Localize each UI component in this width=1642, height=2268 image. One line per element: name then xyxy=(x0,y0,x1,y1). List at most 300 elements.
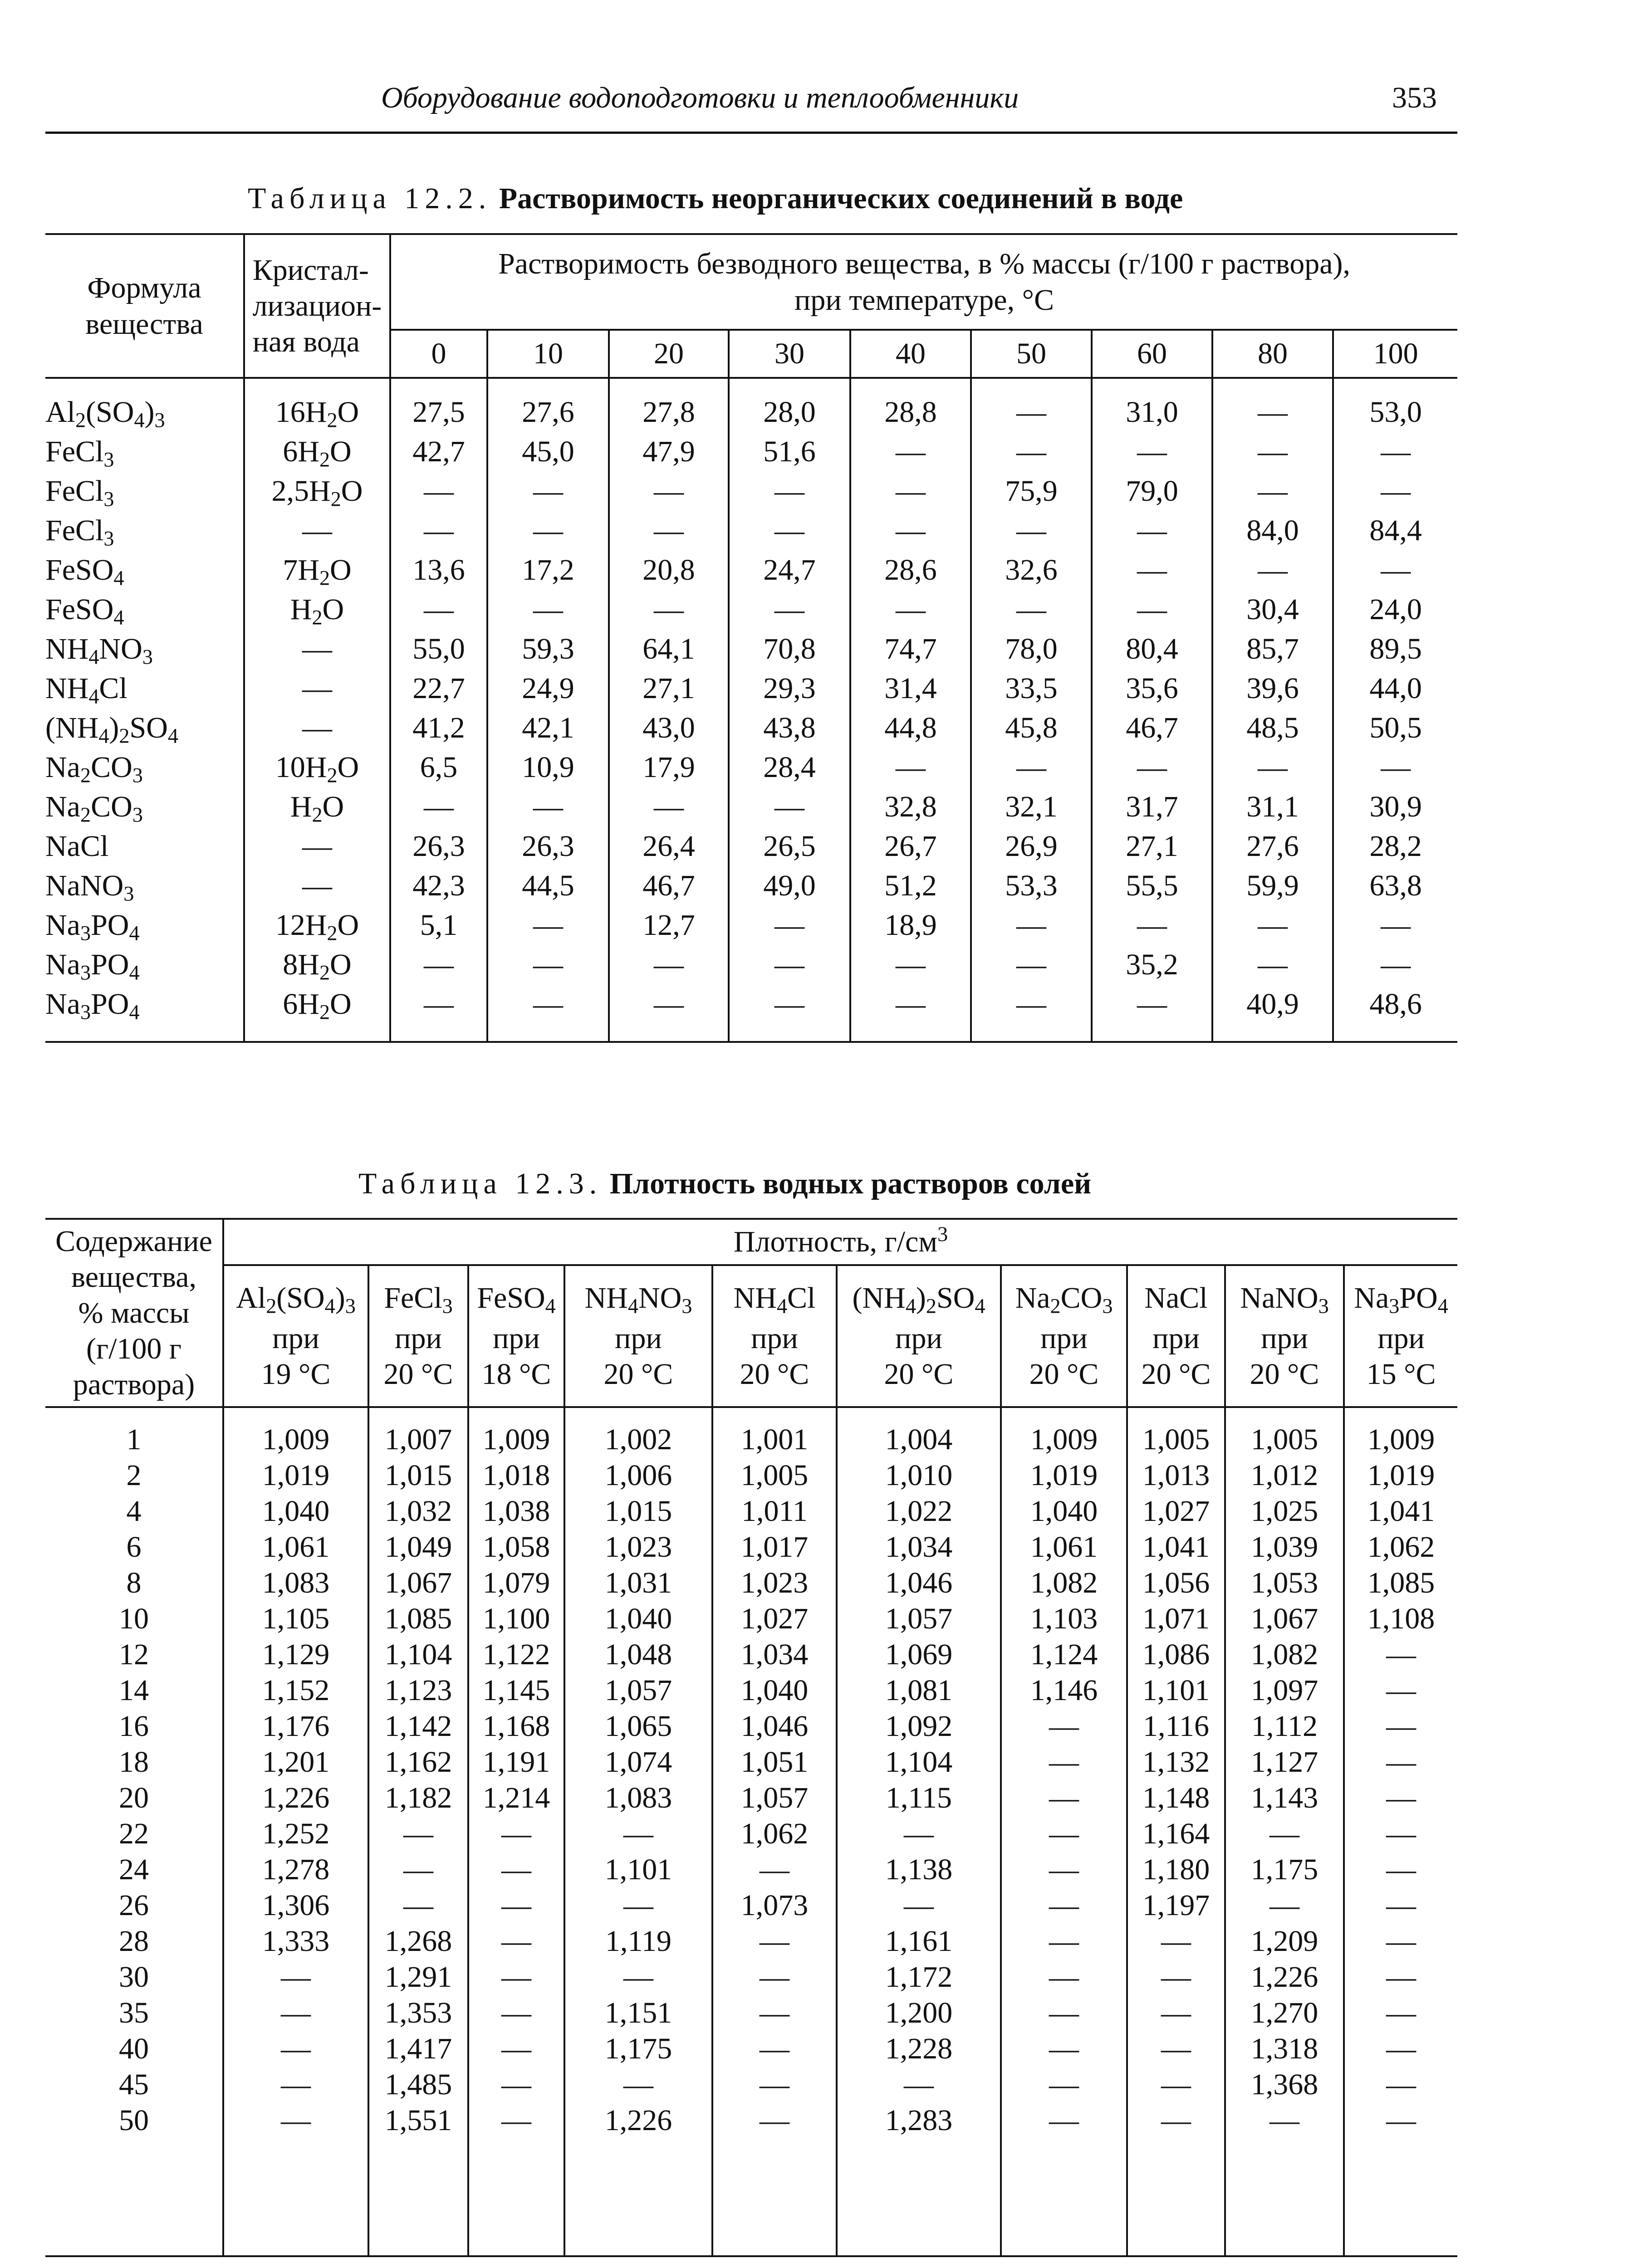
table-row xyxy=(45,2067,1457,2102)
density-cell: 1,015 xyxy=(368,1457,468,1493)
crystal-water-cell: $7H_2O$ xyxy=(244,550,390,590)
density-cell: 1,417 xyxy=(368,2031,468,2067)
density-cell: 1,007 xyxy=(368,1407,468,1457)
solubility-cell: 28,4 xyxy=(729,748,850,787)
density-cell: — xyxy=(1344,2031,1457,2067)
density-cell: — xyxy=(223,2067,368,2102)
substance-name: $NH_4Cl$ xyxy=(733,1281,816,1318)
formula-cell: $Na_3PO_4$ xyxy=(45,909,140,945)
density-cell: 1,019 xyxy=(1001,1457,1127,1493)
solubility-cell: 24,9 xyxy=(487,669,609,708)
density-cell: 1,013 xyxy=(1127,1457,1225,1493)
substance-name: NaCl xyxy=(1144,1281,1208,1315)
density-cell: — xyxy=(712,1852,837,1887)
formula-cell: FeCl$_3$ xyxy=(45,435,114,471)
density-cell: 1,197 xyxy=(1127,1887,1225,1923)
density-cell: 1,058 xyxy=(468,1529,564,1565)
substance-header xyxy=(368,1265,468,1407)
temperature-header: 10 xyxy=(487,330,609,378)
solubility-cell: 26,3 xyxy=(487,826,609,866)
table-row xyxy=(45,550,1457,590)
density-cell: 1,009 xyxy=(1344,1407,1457,1457)
solubility-cell: — xyxy=(850,432,971,471)
density-cell: 1,041 xyxy=(1127,1529,1225,1565)
table-row xyxy=(45,1744,1457,1780)
table-12-3-label: Таблица 12.3. xyxy=(358,1167,603,1200)
solubility-cell: 45,0 xyxy=(487,432,609,471)
solubility-cell: — xyxy=(390,945,487,984)
solubility-cell: — xyxy=(1092,590,1212,629)
solubility-cell: — xyxy=(971,905,1092,945)
table-12-3-title: Плотность водных растворов солей xyxy=(609,1167,1092,1200)
density-cell: — xyxy=(368,1852,468,1887)
formula-cell: $NH_4Cl$ xyxy=(45,672,127,708)
density-cell: 1,132 xyxy=(1127,1744,1225,1780)
substance-header xyxy=(1344,1265,1457,1407)
density-cell: 1,105 xyxy=(223,1601,368,1637)
density-cell: 1,142 xyxy=(368,1708,468,1744)
density-cell: 1,046 xyxy=(712,1708,837,1744)
density-cell: 1,151 xyxy=(564,1995,712,2031)
density-cell: 1,006 xyxy=(564,1457,712,1493)
content-cell: 18 xyxy=(119,1745,149,1779)
density-cell: — xyxy=(1001,1959,1127,1995)
formula-cell: FeCl$_3$ xyxy=(45,514,114,550)
density-cell: 1,010 xyxy=(837,1457,1001,1493)
density-cell: 1,040 xyxy=(564,1601,712,1637)
density-cell: 1,065 xyxy=(564,1708,712,1744)
density-cell: 1,027 xyxy=(712,1601,837,1637)
solubility-cell: 27,8 xyxy=(609,378,729,432)
density-cell: 1,009 xyxy=(468,1407,564,1457)
substance-condition: при 20 °C xyxy=(1141,1321,1211,1391)
running-header-title: Оборудование водоподготовки и теплообменники xyxy=(381,81,1019,114)
density-cell: 1,051 xyxy=(712,1744,837,1780)
substance-condition: при 19 °C xyxy=(261,1321,331,1391)
substance-name: $Na_2CO_3$ xyxy=(1015,1281,1113,1318)
density-cell: 1,053 xyxy=(1225,1565,1344,1601)
solubility-cell: — xyxy=(729,511,850,550)
density-cell: 1,152 xyxy=(223,1672,368,1708)
density-cell: 1,127 xyxy=(1225,1744,1344,1780)
crystal-water-cell: $6H_2O$ xyxy=(244,984,390,1024)
substance-name: $NH_4NO_3$ xyxy=(584,1281,692,1318)
density-cell: 1,124 xyxy=(1001,1637,1127,1672)
density-cell: — xyxy=(1001,1852,1127,1887)
solubility-cell: — xyxy=(487,945,609,984)
density-cell: 1,057 xyxy=(712,1780,837,1816)
density-cell: — xyxy=(468,1887,564,1923)
content-cell: 8 xyxy=(126,1566,142,1599)
density-cell: 1,119 xyxy=(564,1923,712,1959)
solubility-cell: — xyxy=(1212,550,1333,590)
content-cell: 24 xyxy=(119,1853,149,1886)
substance-header xyxy=(564,1265,712,1407)
solubility-cell: 47,9 xyxy=(609,432,729,471)
density-cell: 1,018 xyxy=(468,1457,564,1493)
substance-name: FeSO$_4$ xyxy=(477,1281,556,1318)
density-cell: 1,101 xyxy=(1127,1672,1225,1708)
solubility-cell: — xyxy=(390,471,487,511)
density-cell: 1,032 xyxy=(368,1493,468,1529)
solubility-cell: — xyxy=(971,378,1092,432)
density-cell: 1,011 xyxy=(712,1493,837,1529)
table-row xyxy=(45,1493,1457,1529)
table-row xyxy=(45,1816,1457,1852)
density-cell: — xyxy=(1001,1887,1127,1923)
density-cell: 1,138 xyxy=(837,1852,1001,1887)
solubility-cell: — xyxy=(850,984,971,1024)
density-cell: — xyxy=(1001,2067,1127,2102)
solubility-cell: 59,9 xyxy=(1212,866,1333,905)
table-row xyxy=(45,1457,1457,1493)
substance-condition: при 20 °C xyxy=(1029,1321,1099,1391)
solubility-cell: — xyxy=(390,511,487,550)
solubility-cell: 26,9 xyxy=(971,826,1092,866)
solubility-cell: 46,7 xyxy=(609,866,729,905)
content-cell: 2 xyxy=(126,1459,142,1492)
table-row xyxy=(45,945,1457,984)
solubility-cell: 44,5 xyxy=(487,866,609,905)
crystal-water-cell: — xyxy=(244,511,390,550)
density-cell: 1,012 xyxy=(1225,1457,1344,1493)
solubility-cell: — xyxy=(609,511,729,550)
density-cell: 1,291 xyxy=(368,1959,468,1995)
density-cell: 1,104 xyxy=(837,1744,1001,1780)
crystal-water-cell: — xyxy=(244,708,390,748)
solubility-cell: — xyxy=(487,787,609,826)
density-cell: 1,009 xyxy=(223,1407,368,1457)
density-cell: 1,025 xyxy=(1225,1493,1344,1529)
substance-header xyxy=(1225,1265,1344,1407)
solubility-cell: 30,9 xyxy=(1333,787,1457,826)
solubility-cell: 24,7 xyxy=(729,550,850,590)
content-cell: 1 xyxy=(126,1423,142,1456)
content-cell: 12 xyxy=(119,1638,149,1671)
density-cell: 1,268 xyxy=(368,1923,468,1959)
density-cell: — xyxy=(837,2067,1001,2102)
solubility-cell: 31,4 xyxy=(850,669,971,708)
table-row xyxy=(45,826,1457,866)
table-row xyxy=(45,2031,1457,2067)
table-row xyxy=(45,590,1457,629)
density-cell: 1,175 xyxy=(564,2031,712,2067)
density-cell: 1,057 xyxy=(564,1672,712,1708)
density-cell: — xyxy=(368,1887,468,1923)
density-cell: 1,164 xyxy=(1127,1816,1225,1852)
substance-name: $Al_2(SO_4)_3$ xyxy=(236,1281,356,1318)
density-cell: 1,214 xyxy=(468,1780,564,1816)
solubility-cell: 28,2 xyxy=(1333,826,1457,866)
solubility-cell: 6,5 xyxy=(390,748,487,787)
page-number: 353 xyxy=(1392,81,1437,114)
density-cell: 1,023 xyxy=(712,1565,837,1601)
density-cell: 1,115 xyxy=(837,1780,1001,1816)
solubility-cell: — xyxy=(971,432,1092,471)
crystal-water-cell: $6H_2O$ xyxy=(244,432,390,471)
density-cell: 1,368 xyxy=(1225,2067,1344,2102)
solubility-cell: 44,8 xyxy=(850,708,971,748)
density-cell: 1,034 xyxy=(712,1637,837,1672)
density-cell: 1,123 xyxy=(368,1672,468,1708)
solubility-cell: — xyxy=(487,984,609,1024)
crystal-water-cell: — xyxy=(244,669,390,708)
density-cell: 1,002 xyxy=(564,1407,712,1457)
density-cell: 1,046 xyxy=(837,1565,1001,1601)
temperature-header: 80 xyxy=(1212,330,1333,378)
solubility-cell: — xyxy=(729,590,850,629)
solubility-table xyxy=(45,233,1457,1043)
crystal-water-cell: — xyxy=(244,629,390,669)
density-cell: 1,039 xyxy=(1225,1529,1344,1565)
density-cell: — xyxy=(223,1959,368,1995)
density-cell: 1,306 xyxy=(223,1887,368,1923)
density-cell: 1,278 xyxy=(223,1852,368,1887)
density-cell: — xyxy=(1344,1923,1457,1959)
density-cell: — xyxy=(1344,1995,1457,2031)
col-content-header: Содержание вещества, % массы (г/100 г раствора) xyxy=(45,1219,223,1407)
substance-condition: при 20 °C xyxy=(603,1321,673,1391)
formula-cell: FeSO$_4$ xyxy=(45,553,124,590)
density-cell: — xyxy=(1225,2102,1344,2138)
density-cell: 1,022 xyxy=(837,1493,1001,1529)
density-cell: 1,162 xyxy=(368,1744,468,1780)
solubility-cell: — xyxy=(390,787,487,826)
density-cell: 1,270 xyxy=(1225,1995,1344,2031)
density-cell: 1,252 xyxy=(223,1816,368,1852)
density-cell: 1,172 xyxy=(837,1959,1001,1995)
solubility-cell: 51,2 xyxy=(850,866,971,905)
solubility-cell: 17,2 xyxy=(487,550,609,590)
density-cell: 1,333 xyxy=(223,1923,368,1959)
density-cell: 1,048 xyxy=(564,1637,712,1672)
solubility-cell: 27,5 xyxy=(390,378,487,432)
content-cell: 35 xyxy=(119,1996,149,2029)
solubility-cell: 5,1 xyxy=(390,905,487,945)
density-cell: 1,161 xyxy=(837,1923,1001,1959)
solubility-cell: 17,9 xyxy=(609,748,729,787)
density-cell: — xyxy=(837,1816,1001,1852)
density-cell: 1,071 xyxy=(1127,1601,1225,1637)
density-cell: 1,019 xyxy=(223,1457,368,1493)
solubility-cell: 13,6 xyxy=(390,550,487,590)
density-cell: 1,226 xyxy=(564,2102,712,2138)
density-cell: 1,097 xyxy=(1225,1672,1344,1708)
content-cell: 4 xyxy=(126,1495,142,1528)
density-cell: 1,353 xyxy=(368,1995,468,2031)
table-row xyxy=(45,1708,1457,1744)
solubility-cell: 32,1 xyxy=(971,787,1092,826)
density-cell: 1,056 xyxy=(1127,1565,1225,1601)
solubility-cell: — xyxy=(1092,511,1212,550)
solubility-cell: 30,4 xyxy=(1212,590,1333,629)
solubility-cell: — xyxy=(1333,748,1457,787)
table-12-2-caption xyxy=(248,181,1183,216)
density-cell: 1,015 xyxy=(564,1493,712,1529)
density-cell: 1,041 xyxy=(1344,1493,1457,1529)
temperature-header: 100 xyxy=(1333,330,1457,378)
density-cell: 1,082 xyxy=(1001,1565,1127,1601)
crystal-water-cell: $H_2O$ xyxy=(244,590,390,629)
density-cell: — xyxy=(1001,1923,1127,1959)
solubility-cell: — xyxy=(850,945,971,984)
solubility-cell: 53,0 xyxy=(1333,378,1457,432)
formula-cell: $(NH_4)_2SO_4$ xyxy=(45,711,178,748)
solubility-cell: 18,9 xyxy=(850,905,971,945)
density-cell: — xyxy=(1225,1887,1344,1923)
density-cell: — xyxy=(468,1852,564,1887)
col-formula-header: Формула вещества xyxy=(45,234,244,378)
density-cell: 1,027 xyxy=(1127,1493,1225,1529)
density-cell: 1,038 xyxy=(468,1493,564,1529)
table-row xyxy=(45,1637,1457,1672)
density-cell: — xyxy=(1001,2102,1127,2138)
density-cell: 1,226 xyxy=(223,1780,368,1816)
density-cell: 1,005 xyxy=(1225,1407,1344,1457)
solubility-cell: 35,6 xyxy=(1092,669,1212,708)
density-cell: 1,040 xyxy=(1001,1493,1127,1529)
density-cell: 1,034 xyxy=(837,1529,1001,1565)
density-cell: 1,062 xyxy=(712,1816,837,1852)
col-density-header: Плотность, $г/см^3$ xyxy=(223,1219,1457,1265)
density-cell: — xyxy=(1344,1744,1457,1780)
table-12-2-title: Растворимость неорганических соединений в воде xyxy=(499,182,1183,215)
density-cell: 1,004 xyxy=(837,1407,1001,1457)
density-cell: — xyxy=(837,1887,1001,1923)
substance-condition: при 18 °C xyxy=(481,1321,551,1391)
solubility-cell: 40,9 xyxy=(1212,984,1333,1024)
solubility-cell: 74,7 xyxy=(850,629,971,669)
solubility-cell: 79,0 xyxy=(1092,471,1212,511)
density-cell: 1,001 xyxy=(712,1407,837,1457)
table-row xyxy=(45,787,1457,826)
solubility-cell: — xyxy=(850,471,971,511)
crystal-water-cell: $16H_2O$ xyxy=(244,378,390,432)
temperature-header: 60 xyxy=(1092,330,1212,378)
density-cell: — xyxy=(1001,2031,1127,2067)
solubility-cell: 31,7 xyxy=(1092,787,1212,826)
table-row xyxy=(45,471,1457,511)
solubility-cell: — xyxy=(850,590,971,629)
solubility-cell: 49,0 xyxy=(729,866,850,905)
density-cell: 1,182 xyxy=(368,1780,468,1816)
table-row xyxy=(45,1923,1457,1959)
density-cell: 1,485 xyxy=(368,2067,468,2102)
solubility-cell: 59,3 xyxy=(487,629,609,669)
solubility-cell: — xyxy=(609,984,729,1024)
density-cell: 1,083 xyxy=(223,1565,368,1601)
density-cell: 1,049 xyxy=(368,1529,468,1565)
density-cell: — xyxy=(712,1995,837,2031)
density-table xyxy=(45,1218,1457,2257)
content-cell: 10 xyxy=(119,1602,149,1635)
substance-header xyxy=(712,1265,837,1407)
density-cell: 1,101 xyxy=(564,1852,712,1887)
solubility-cell: 41,2 xyxy=(390,708,487,748)
solubility-cell: 26,3 xyxy=(390,826,487,866)
solubility-cell: 28,8 xyxy=(850,378,971,432)
solubility-cell: 80,4 xyxy=(1092,629,1212,669)
solubility-cell: 42,3 xyxy=(390,866,487,905)
solubility-cell: 53,3 xyxy=(971,866,1092,905)
solubility-cell: 26,5 xyxy=(729,826,850,866)
solubility-cell: 70,8 xyxy=(729,629,850,669)
density-cell: 1,201 xyxy=(223,1744,368,1780)
density-cell: — xyxy=(368,1816,468,1852)
solubility-cell: 51,6 xyxy=(729,432,850,471)
density-cell: 1,191 xyxy=(468,1744,564,1780)
density-cell: — xyxy=(468,2102,564,2138)
solubility-cell: — xyxy=(971,590,1092,629)
density-cell: — xyxy=(1001,1708,1127,1744)
solubility-cell: — xyxy=(1212,905,1333,945)
solubility-cell: — xyxy=(390,590,487,629)
density-cell: — xyxy=(468,2031,564,2067)
solubility-cell: 48,5 xyxy=(1212,708,1333,748)
crystal-water-cell: $8H_2O$ xyxy=(244,945,390,984)
solubility-cell: 45,8 xyxy=(971,708,1092,748)
density-cell: 1,086 xyxy=(1127,1637,1225,1672)
solubility-cell: 75,9 xyxy=(971,471,1092,511)
density-cell: 1,104 xyxy=(368,1637,468,1672)
substance-header xyxy=(837,1265,1001,1407)
density-cell: 1,122 xyxy=(468,1637,564,1672)
density-cell: 1,061 xyxy=(223,1529,368,1565)
table-row xyxy=(45,2102,1457,2138)
density-cell: — xyxy=(1127,1995,1225,2031)
formula-cell: $Na_3PO_4$ xyxy=(45,948,140,984)
solubility-cell: 28,6 xyxy=(850,550,971,590)
density-cell: — xyxy=(223,2102,368,2138)
solubility-cell: — xyxy=(729,945,850,984)
table-row xyxy=(45,708,1457,748)
density-cell: 1,176 xyxy=(223,1708,368,1744)
density-cell: 1,129 xyxy=(223,1637,368,1672)
content-cell: 40 xyxy=(119,2032,149,2065)
density-cell: 1,209 xyxy=(1225,1923,1344,1959)
solubility-cell: — xyxy=(609,471,729,511)
table-row xyxy=(45,1407,1457,1457)
solubility-cell: — xyxy=(487,905,609,945)
solubility-cell: — xyxy=(729,787,850,826)
content-cell: 30 xyxy=(119,1960,149,1994)
solubility-cell: 22,7 xyxy=(390,669,487,708)
table-row xyxy=(45,905,1457,945)
density-cell: — xyxy=(468,1995,564,2031)
solubility-cell: 44,0 xyxy=(1333,669,1457,708)
solubility-cell: 29,3 xyxy=(729,669,850,708)
density-cell: — xyxy=(1001,1744,1127,1780)
density-cell: — xyxy=(712,1959,837,1995)
density-cell: — xyxy=(712,2067,837,2102)
content-cell: 28 xyxy=(119,1925,149,1958)
density-cell: — xyxy=(1344,1780,1457,1816)
density-cell: — xyxy=(223,2031,368,2067)
solubility-cell: — xyxy=(971,511,1092,550)
temperature-header: 40 xyxy=(850,330,971,378)
density-cell: 1,146 xyxy=(1001,1672,1127,1708)
table-12-3-caption xyxy=(358,1167,1091,1201)
table-row xyxy=(45,1852,1457,1887)
col-solubility-header: Растворимость безводного вещества, в % массы (г/100 г раствора), при температуре, °C xyxy=(390,234,1457,330)
density-cell: 1,318 xyxy=(1225,2031,1344,2067)
substance-name: NaNO$_3$ xyxy=(1240,1281,1329,1318)
density-cell: 1,057 xyxy=(837,1601,1001,1637)
table-row xyxy=(45,1780,1457,1816)
table-12-2-label: Таблица 12.2. xyxy=(248,182,492,215)
density-cell: 1,116 xyxy=(1127,1708,1225,1744)
table-row xyxy=(45,1672,1457,1708)
